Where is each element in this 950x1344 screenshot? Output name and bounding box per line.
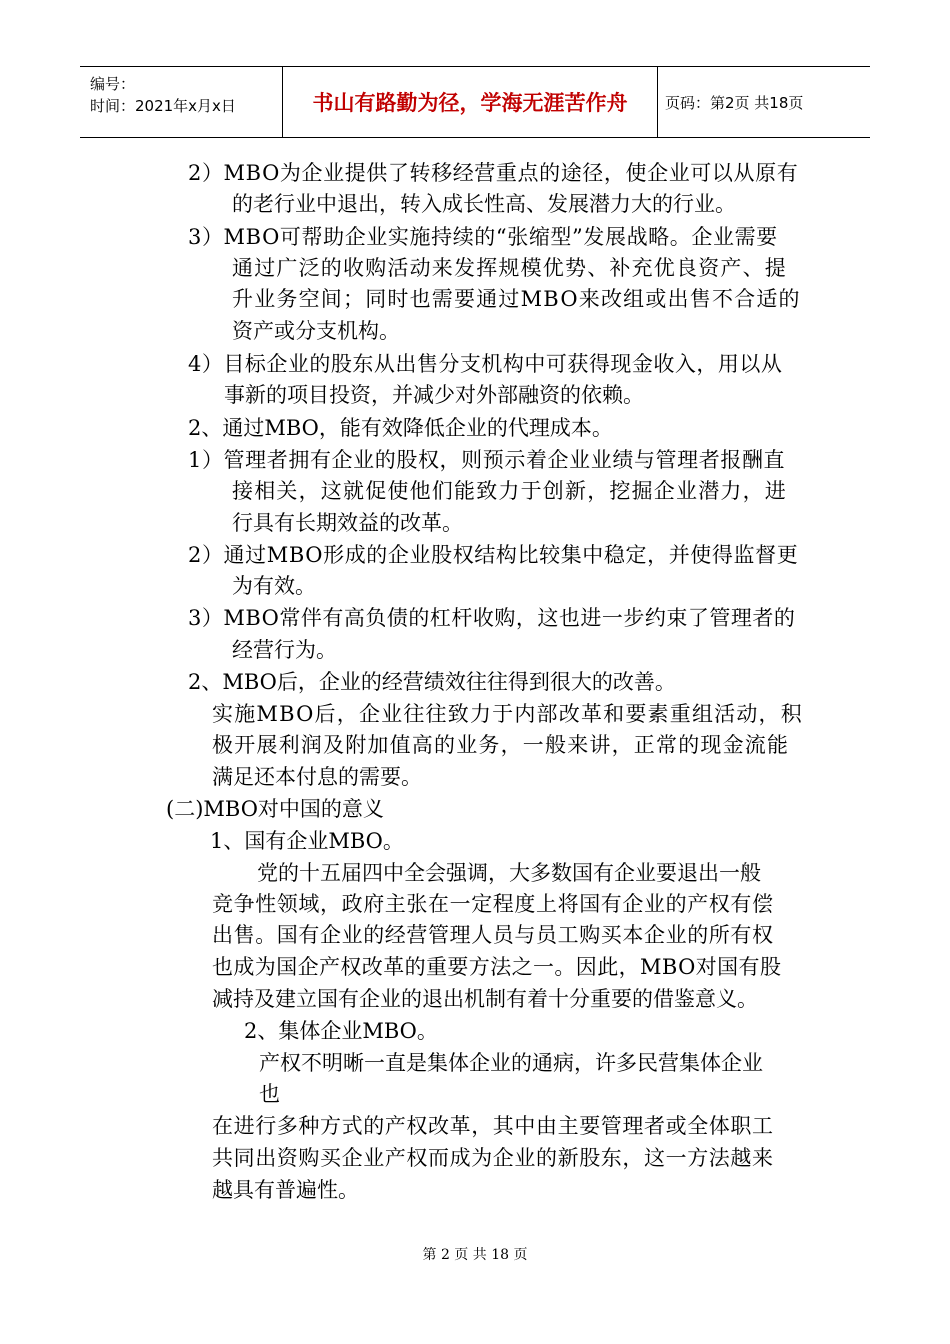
body-line: 通过广泛的收购活动来发挥规模优势、补充优良资产、提 [232, 256, 787, 280]
body-line: 竞争性领域，政府主张在一定程度上将国有企业的产权有偿 [212, 892, 774, 916]
body-line: 1）管理者拥有企业的股权，则预示着企业业绩与管理者报酬直 [188, 448, 786, 472]
header-motto: 书山有路勤为径，学海无涯苦作舟 [312, 91, 628, 115]
body-line: 2、MBO后，企业的经营绩效往往得到很大的改善。 [188, 670, 676, 694]
subsection-heading: 1、国有企业MBO。 [210, 829, 404, 853]
page-header [80, 66, 870, 138]
header-divider [657, 67, 658, 137]
body-line: 极开展利润及附加值高的业务，一般来讲，正常的现金流能 [212, 733, 790, 757]
number-label: 编号： [90, 75, 136, 93]
body-line: 为有效。 [232, 574, 316, 598]
header-meta [90, 73, 236, 117]
body-line: 事新的项目投资，并减少对外部融资的依赖。 [224, 383, 644, 407]
body-line: 4）目标企业的股东从出售分支机构中可获得现金收入，用以从 [188, 352, 783, 376]
body-line: 出售。国有企业的经营管理人员与员工购买本企业的所有权 [212, 923, 774, 947]
body-line: 产权不明晰一直是集体企业的通病，许多民营集体企业 [259, 1051, 763, 1075]
body-line: 接相关，这就促使他们能致力于创新，挖掘企业潜力，进 [232, 479, 787, 503]
page-footer: 第 2 页 共 18 页 [422, 1247, 528, 1263]
body-line: 实施MBO后，企业往往致力于内部改革和要素重组活动，积 [212, 702, 803, 726]
body-line: 减持及建立国有企业的退出机制有着十分重要的借鉴意义。 [212, 987, 758, 1011]
date-label: 时间：2021年x月x日 [90, 97, 236, 115]
subsection-heading: 2、集体企业MBO。 [244, 1019, 438, 1043]
section-heading: (二)MBO对中国的意义 [166, 797, 384, 821]
header-page-info: 页码：第2页 共18页 [665, 93, 804, 112]
body-line: 的老行业中退出，转入成长性高、发展潜力大的行业。 [232, 192, 736, 216]
body-line: 升业务空间；同时也需要通过MBO来改组或出售不合适的 [232, 287, 801, 311]
body-line: 也 [259, 1082, 280, 1106]
body-line: 2、通过MBO，能有效降低企业的代理成本。 [188, 416, 613, 440]
body-line: 资产或分支机构。 [232, 319, 400, 343]
body-line: 满足还本付息的需要。 [212, 765, 422, 789]
body-line: 经营行为。 [232, 638, 337, 662]
body-line: 也成为国企产权改革的重要方法之一。因此，MBO对国有股 [212, 955, 782, 979]
body-line: 3）MBO常伴有高负债的杠杆收购，这也进一步约束了管理者的 [188, 606, 796, 630]
body-line: 党的十五届四中全会强调，大多数国有企业要退出一般 [257, 861, 761, 885]
body-line: 3）MBO可帮助企业实施持续的“张缩型”发展战略。企业需要 [188, 225, 778, 249]
body-line: 共同出资购买企业产权而成为企业的新股东，这一方法越来 [212, 1146, 774, 1170]
body-line: 行具有长期效益的改革。 [232, 511, 463, 535]
body-line: 在进行多种方式的产权改革，其中由主要管理者或全体职工 [212, 1114, 774, 1138]
body-line: 2）MBO为企业提供了转移经营重点的途径，使企业可以从原有 [188, 161, 799, 185]
body-line: 2）通过MBO形成的企业股权结构比较集中稳定，并使得监督更 [188, 543, 799, 567]
body-line: 越具有普遍性。 [212, 1178, 359, 1202]
